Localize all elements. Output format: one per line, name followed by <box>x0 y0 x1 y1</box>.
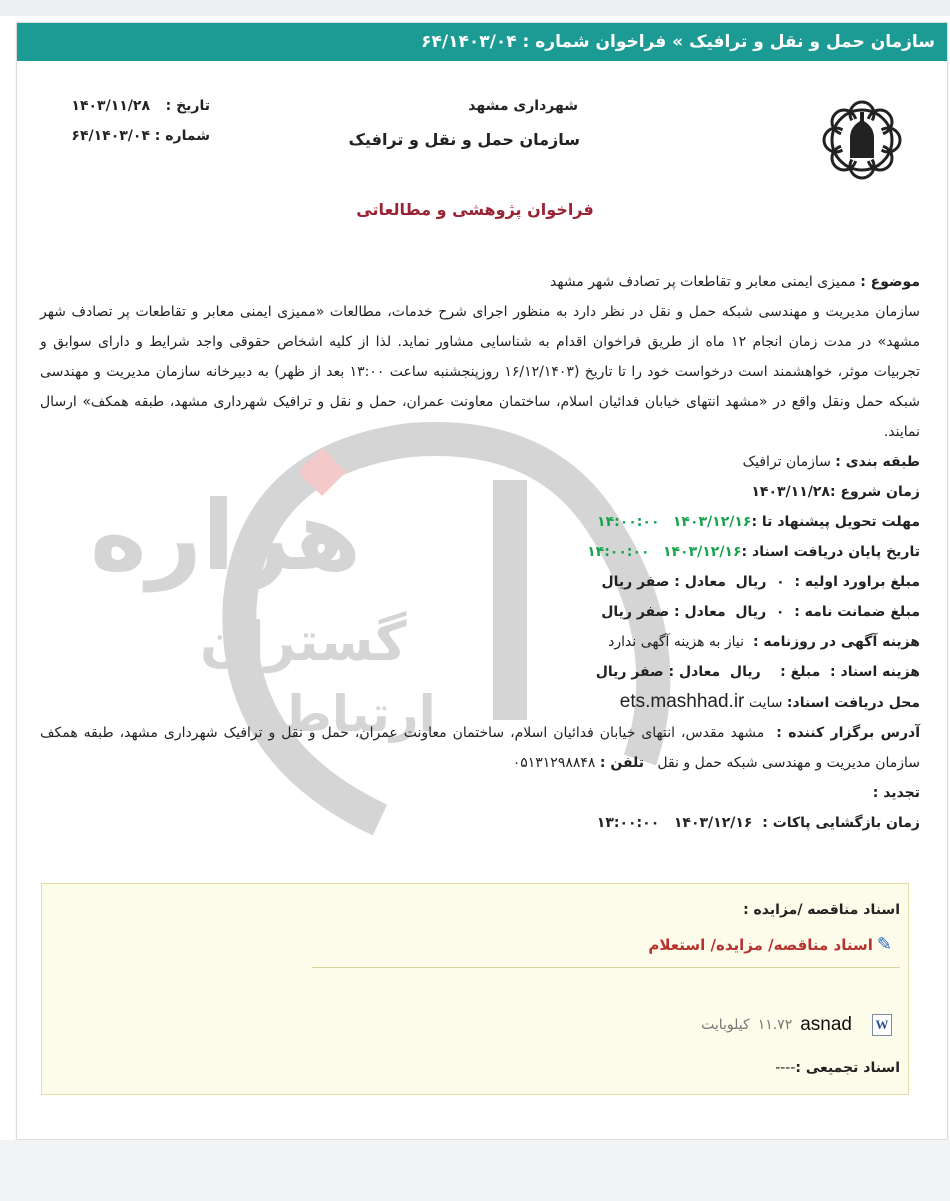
category-label: طبقه بندی : <box>835 454 920 470</box>
documents-box <box>41 883 909 1095</box>
doc-cost-label: هزینه اسناد : <box>830 664 920 680</box>
docs-title: اسناد مناقصه /مزایده : <box>743 902 900 918</box>
watermark-word-3: ارتباط <box>280 685 436 743</box>
mashhad-municipality-logo-icon <box>814 92 910 188</box>
opening-time: ۱۳:۰۰:۰۰ <box>596 815 660 831</box>
start-label: زمان شروع : <box>829 484 920 500</box>
file-name[interactable]: asnad <box>800 1014 852 1035</box>
number-value: ۶۴/۱۴۰۳/۰۴ <box>71 128 150 144</box>
guarantee-value: ۰ <box>775 604 785 620</box>
phone-value: ۰۵۱۳۱۲۹۸۸۴۸ <box>512 755 596 771</box>
doc-cost-amount-label: مبلغ : <box>780 664 821 680</box>
file-size-unit: کیلوبایت <box>701 1017 750 1033</box>
estimate-eq-label: معادل : <box>674 574 726 590</box>
watermark-word-2: گستران <box>200 610 407 673</box>
estimate-eq-value: صفر ریال <box>601 574 670 590</box>
ad-cost-label: هزینه آگهی در روزنامه : <box>752 634 920 650</box>
address-value: مشهد مقدس، انتهای خیابان فدائیان اسلام، ساختمان معاونت عمران، حمل و نقل و ترافیک شهرداری مشهد، طبقه همکف سازمان مدیریت و مهندسی شبکه حمل و نقل <box>40 725 920 771</box>
doc-cost-unit: ریال <box>729 664 761 680</box>
docs-end-date: ۱۴۰۳/۱۲/۱۶ <box>662 544 742 560</box>
file-item[interactable] <box>701 1014 892 1036</box>
page-footer-strip <box>0 1140 950 1201</box>
subject-value: ممیزی ایمنی معابر و تقاطعات پر تصادف شهر مشهد <box>550 274 856 290</box>
number-label: شماره : <box>154 128 210 144</box>
watermark-word-1: هزاره <box>90 480 362 592</box>
doc-cost-eq-label: معادل : <box>668 664 721 680</box>
org-line-1: شهرداری مشهد <box>468 98 578 114</box>
page-title: فراخوان پژوهشی و مطالعاتی <box>356 200 594 219</box>
aggregate-docs-row <box>775 1060 900 1076</box>
guarantee-eq-value: صفر ریال <box>601 604 670 620</box>
estimate-label: مبلغ براورد اولیه : <box>794 574 920 590</box>
tender-paragraph: سازمان مدیریت و مهندسی شبکه حمل و نقل در نظر دارد به منظور اجرای شرح خدمات، مطالعات «ممیزی ایمنی معابر و تقاطعات پر تصادف شهر مشهد» در مدت زمان انجام ۱۲ ماه از طریق فراخوان اقدام به شناسایی مشاور نماید. لذا از کلیه اشخاص حقوقی واجد شرایط و دارای سوابق و تجربیات موثر، خواهشمند است درخواست خود را تا تاریخ (۱۶/۱۲/۱۴۰۳ روزپنجشنبه ساعت ۱۳:۰۰ بعد از ظهر) به دبیرخانه سازمان مدیریت و مهندسی شبکه حمل ونقل واقع در «مشهد انتهای خیابان فدائیان اسلام، ساختمان معاونت عمران، حمل و نقل و ترافیک شهرداری مشهد، طبقه همکف» ارسال نمایند. <box>40 304 920 440</box>
org-line-2: سازمان حمل و نقل و ترافیک <box>348 130 580 149</box>
opening-label: زمان بازگشایی پاکات : <box>762 815 920 831</box>
organization-block <box>300 98 640 149</box>
receive-prefix: سایت <box>748 695 783 711</box>
word-document-icon: W <box>872 1014 892 1036</box>
receive-site-link[interactable]: ets.mashhad.ir <box>619 691 745 712</box>
date-label: تاریخ : <box>165 98 210 114</box>
header-bar <box>17 23 947 61</box>
doc-cost-eq-value: صفر ریال <box>595 664 664 680</box>
phone-label: تلفن : <box>599 755 644 771</box>
guarantee-label: مبلغ ضمانت نامه : <box>794 604 920 620</box>
estimate-value: ۰ <box>776 574 785 590</box>
aggregate-label: اسناد تجمیعی : <box>795 1060 900 1076</box>
guarantee-eq-label: معادل : <box>674 604 726 620</box>
tender-body <box>40 267 920 838</box>
browser-top-strip <box>0 0 950 16</box>
opening-date: ۱۴۰۳/۱۲/۱۶ <box>673 815 753 831</box>
deadline-time: ۱۴:۰۰:۰۰ <box>597 514 660 530</box>
deadline-label: مهلت تحویل پیشنهاد تا : <box>751 514 920 530</box>
category-value: سازمان ترافیک <box>742 454 831 470</box>
guarantee-unit: ریال <box>735 604 767 620</box>
file-size: ۱۱.۷۲ <box>757 1017 793 1033</box>
tender-docs-link[interactable] <box>648 934 892 955</box>
ad-cost-value: نیاز به هزینه آگهی ندارد <box>608 634 745 650</box>
start-value: ۱۴۰۳/۱۱/۲۸ <box>751 484 830 500</box>
pencil-icon: ✎ <box>876 934 892 955</box>
date-value: ۱۴۰۳/۱۱/۲۸ <box>71 98 150 114</box>
tender-docs-link-label: اسناد مناقصه/ مزایده/ استعلام <box>648 936 873 954</box>
address-label: آدرس برگزار کننده : <box>776 725 920 741</box>
docs-end-label: تاریخ پایان دریافت اسناد : <box>741 544 920 560</box>
estimate-unit: ریال <box>735 574 767 590</box>
receive-label: محل دریافت اسناد: <box>786 695 920 711</box>
renewal-label: تجدید : <box>872 785 920 801</box>
divider <box>312 967 900 968</box>
aggregate-value: ---- <box>775 1060 796 1076</box>
letter-meta <box>40 98 210 158</box>
deadline-date: ۱۴۰۳/۱۲/۱۶ <box>672 514 752 530</box>
subject-label: موضوع : <box>860 274 920 290</box>
docs-end-time: ۱۴:۰۰:۰۰ <box>587 544 650 560</box>
header-title: سازمان حمل و نقل و ترافیک » فراخوان شماره : ۶۴/۱۴۰۳/۰۴ <box>421 32 935 52</box>
